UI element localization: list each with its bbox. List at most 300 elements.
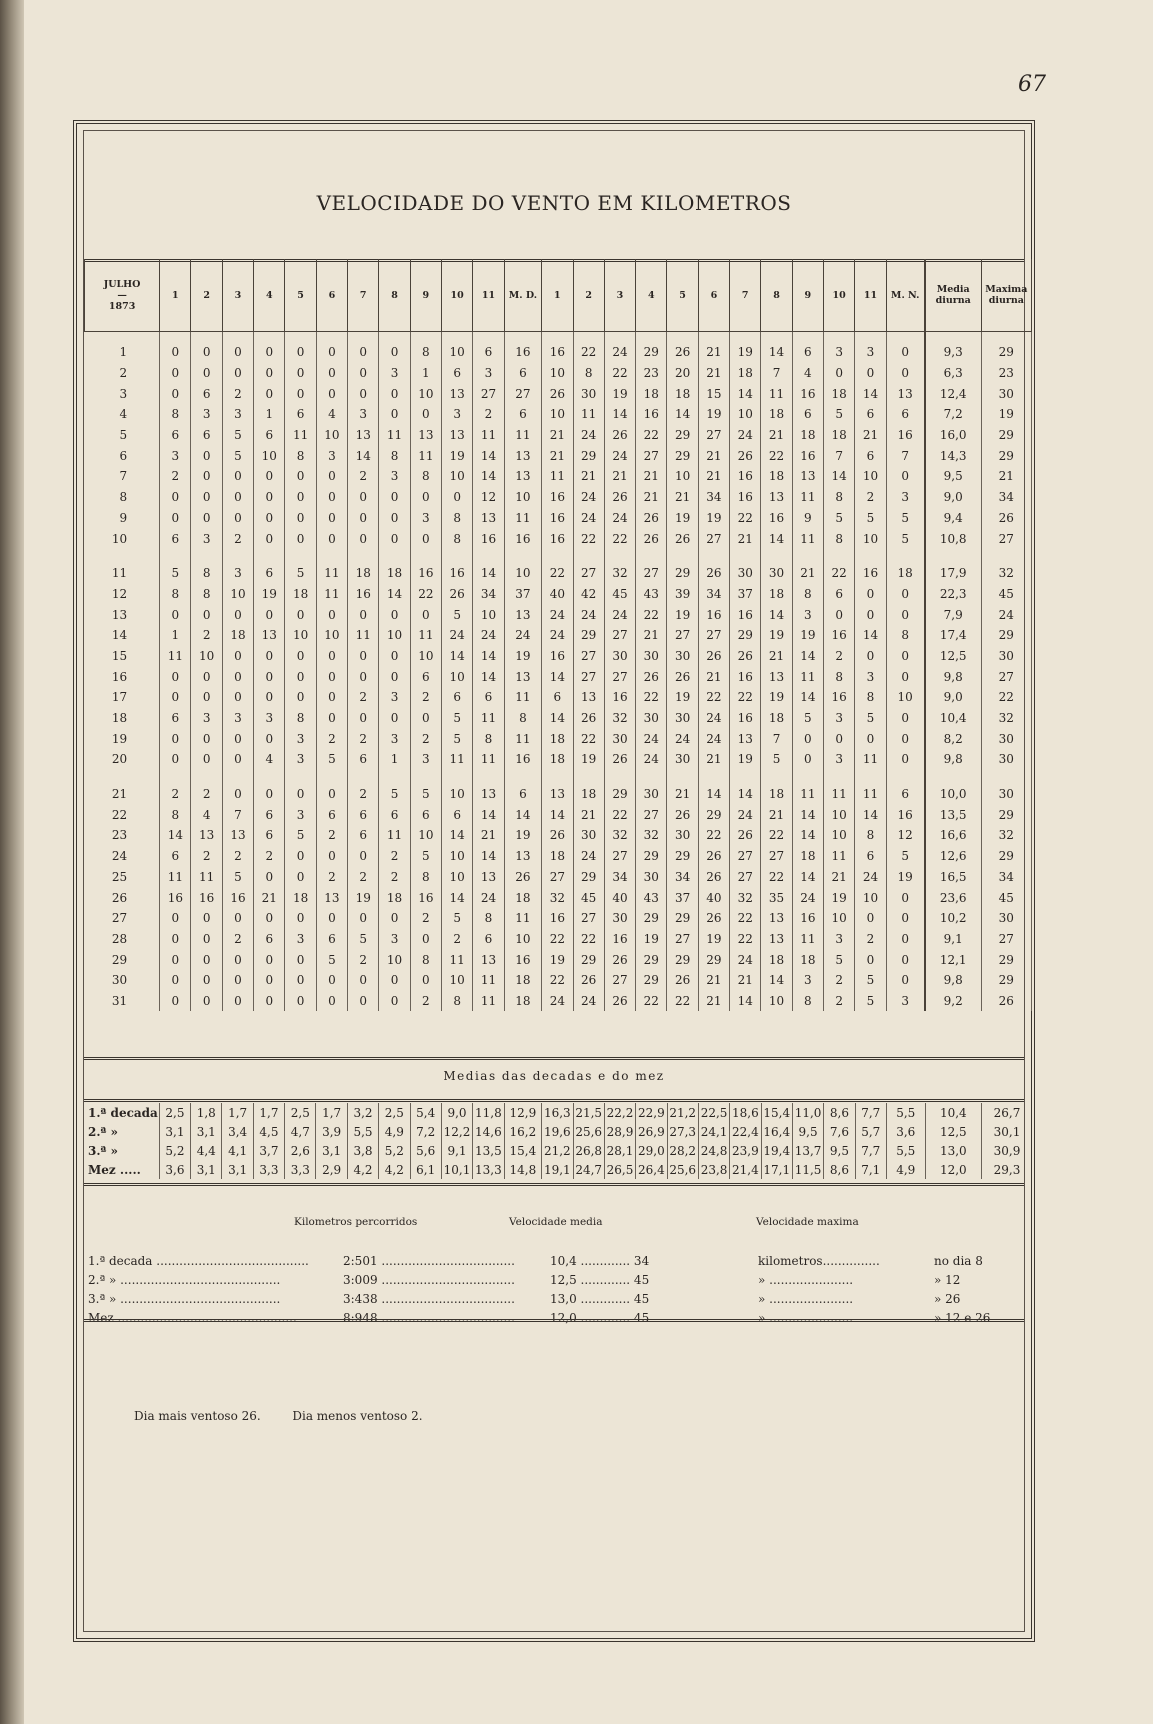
hour-value: 0 xyxy=(441,487,472,508)
hour-value: 10 xyxy=(410,646,441,667)
hour-value: 3 xyxy=(254,708,285,729)
hour-value: 0 xyxy=(316,363,347,384)
day-cell: 27 xyxy=(85,908,160,929)
hour-value: 5 xyxy=(886,528,925,549)
hour-value: 16 xyxy=(542,646,573,667)
hour-value: 16 xyxy=(504,332,542,363)
max-value: 26 xyxy=(981,508,1031,529)
hour-value: 14 xyxy=(441,887,472,908)
hour-value: 2 xyxy=(160,770,191,805)
hour-value: 0 xyxy=(348,363,379,384)
hour-value: 16 xyxy=(604,687,635,708)
hour-value: 24 xyxy=(792,887,823,908)
hour-value: 6 xyxy=(792,332,823,363)
hour-value: 11 xyxy=(473,425,504,446)
hour-value: 0 xyxy=(285,363,316,384)
hour-value: 30 xyxy=(667,646,698,667)
hour-value: 10 xyxy=(410,825,441,846)
hour-header: 3 xyxy=(222,259,253,332)
hour-value: 26 xyxy=(698,646,729,667)
medias-value: 4,9 xyxy=(379,1122,410,1141)
media-value: 16,6 xyxy=(925,825,981,846)
media-value: 12,4 xyxy=(925,383,981,404)
hour-value: 0 xyxy=(160,687,191,708)
table-inner xyxy=(83,130,1028,1632)
hour-value: 3 xyxy=(285,929,316,950)
hour-value: 2 xyxy=(160,466,191,487)
hour-value: 5 xyxy=(222,445,253,466)
hour-value: 11 xyxy=(824,770,855,805)
hour-value: 27 xyxy=(573,908,604,929)
hour-header: 1 xyxy=(542,259,573,332)
hour-value: 10 xyxy=(667,466,698,487)
hour-value: 0 xyxy=(855,646,886,667)
hour-value: 3 xyxy=(410,508,441,529)
hour-value: 5 xyxy=(886,508,925,529)
media-value: 9,8 xyxy=(925,749,981,770)
medias-value: 5,5 xyxy=(886,1103,925,1122)
hour-value: 8 xyxy=(573,363,604,384)
medias-value: 4,2 xyxy=(379,1160,410,1179)
hour-value: 0 xyxy=(222,466,253,487)
media-value: 16,5 xyxy=(925,867,981,888)
hour-value: 21 xyxy=(698,332,729,363)
hour-value: 0 xyxy=(254,383,285,404)
hour-value: 0 xyxy=(285,508,316,529)
hour-header: 2 xyxy=(191,259,222,332)
hour-value: 29 xyxy=(667,846,698,867)
hour-value: 7 xyxy=(761,363,792,384)
hour-value: 18 xyxy=(792,949,823,970)
hour-value: 6 xyxy=(254,549,285,584)
hour-value: 0 xyxy=(348,908,379,929)
medias-value: 8,6 xyxy=(824,1103,855,1122)
hour-value: 21 xyxy=(761,646,792,667)
hour-value: 19 xyxy=(542,949,573,970)
hour-value: 34 xyxy=(604,867,635,888)
hour-value: 6 xyxy=(160,708,191,729)
medias-value: 2,5 xyxy=(285,1103,316,1122)
media-value: 23,6 xyxy=(925,887,981,908)
hour-value: 19 xyxy=(730,332,761,363)
hour-value: 21 xyxy=(604,466,635,487)
hour-value: 43 xyxy=(636,584,667,605)
hour-value: 11 xyxy=(285,425,316,446)
hour-value: 16 xyxy=(160,887,191,908)
hour-value: 3 xyxy=(824,749,855,770)
hour-value: 14 xyxy=(730,991,761,1012)
medias-value: 4,5 xyxy=(253,1122,284,1141)
media-value: 8,2 xyxy=(925,728,981,749)
hour-value: 6 xyxy=(379,804,410,825)
hour-value: 16 xyxy=(761,508,792,529)
hour-value: 8 xyxy=(886,625,925,646)
hour-value: 32 xyxy=(542,887,573,908)
hour-value: 10 xyxy=(316,425,347,446)
hour-value: 45 xyxy=(573,887,604,908)
hour-value: 24 xyxy=(604,445,635,466)
medias-value: 3,6 xyxy=(886,1122,925,1141)
hour-value: 24 xyxy=(573,991,604,1012)
medias-value: 2,5 xyxy=(159,1103,190,1122)
hour-value: 13 xyxy=(504,666,542,687)
max-value: 29 xyxy=(981,625,1031,646)
summary-dia: » 12 e 26 xyxy=(934,1311,991,1325)
hour-value: 0 xyxy=(855,949,886,970)
summary-row xyxy=(88,1292,1028,1311)
hour-value: 18 xyxy=(348,549,379,584)
hour-value: 0 xyxy=(824,728,855,749)
hour-value: 6 xyxy=(473,332,504,363)
hour-value: 18 xyxy=(761,466,792,487)
hour-value: 0 xyxy=(410,708,441,729)
hour-value: 5 xyxy=(855,970,886,991)
hour-value: 8 xyxy=(855,687,886,708)
max-value: 45 xyxy=(981,887,1031,908)
hour-value: 14 xyxy=(441,646,472,667)
table-row xyxy=(85,728,1032,749)
summary-km: 8:948 ................................... xyxy=(343,1311,515,1325)
hour-value: 24 xyxy=(636,749,667,770)
hour-value: 8 xyxy=(824,666,855,687)
hour-value: 0 xyxy=(316,383,347,404)
hour-value: 11 xyxy=(792,528,823,549)
hour-value: 10 xyxy=(410,383,441,404)
hour-value: 0 xyxy=(285,970,316,991)
hour-value: 11 xyxy=(504,508,542,529)
hour-value: 11 xyxy=(792,666,823,687)
page-title: VELOCIDADE DO VENTO EM KILOMETROS xyxy=(316,191,792,215)
hour-value: 13 xyxy=(441,425,472,446)
hour-value: 32 xyxy=(604,825,635,846)
medias-value: 4,1 xyxy=(222,1141,253,1160)
hourly-table xyxy=(84,259,1032,1011)
max-value: 29 xyxy=(981,970,1031,991)
medias-value: 7,6 xyxy=(824,1122,855,1141)
hour-value: 16 xyxy=(792,383,823,404)
hour-value: 0 xyxy=(222,666,253,687)
hour-value: 5 xyxy=(824,949,855,970)
hour-value: 16 xyxy=(542,332,573,363)
medias-max: 30,1 xyxy=(982,1122,1032,1141)
hour-value: 29 xyxy=(667,445,698,466)
hour-value: 11 xyxy=(441,949,472,970)
hour-value: 20 xyxy=(667,363,698,384)
hour-value: 3 xyxy=(379,363,410,384)
hour-value: 21 xyxy=(855,425,886,446)
hour-value: 11 xyxy=(792,487,823,508)
hour-value: 19 xyxy=(824,887,855,908)
hour-value: 0 xyxy=(285,604,316,625)
hour-value: 0 xyxy=(410,604,441,625)
hour-value: 26 xyxy=(698,908,729,929)
hour-value: 34 xyxy=(698,584,729,605)
max-value: 34 xyxy=(981,487,1031,508)
hour-value: 0 xyxy=(348,528,379,549)
max-value: 29 xyxy=(981,445,1031,466)
hour-value: 0 xyxy=(379,528,410,549)
hour-value: 32 xyxy=(636,825,667,846)
hour-value: 22 xyxy=(604,528,635,549)
hour-value: 1 xyxy=(254,404,285,425)
hour-value: 0 xyxy=(886,604,925,625)
hour-value: 11 xyxy=(855,749,886,770)
hour-value: 26 xyxy=(667,970,698,991)
hour-header: 11 xyxy=(855,259,886,332)
hour-value: 22 xyxy=(604,363,635,384)
hour-value: 0 xyxy=(285,846,316,867)
hour-value: 0 xyxy=(254,528,285,549)
hour-value: 14 xyxy=(379,584,410,605)
hour-value: 0 xyxy=(855,728,886,749)
hour-value: 0 xyxy=(222,749,253,770)
hour-value: 0 xyxy=(191,487,222,508)
hour-value: 11 xyxy=(504,687,542,708)
hour-value: 0 xyxy=(191,991,222,1012)
hour-value: 0 xyxy=(792,728,823,749)
media-value: 9,8 xyxy=(925,970,981,991)
hour-value: 8 xyxy=(160,404,191,425)
hour-header: 5 xyxy=(285,259,316,332)
hour-value: 21 xyxy=(542,445,573,466)
hour-value: 21 xyxy=(698,363,729,384)
hour-value: 22 xyxy=(730,929,761,950)
medias-bottom-rule xyxy=(84,1183,1024,1186)
summary-vel: 12,5 ............. 45 xyxy=(550,1273,650,1287)
hour-value: 18 xyxy=(504,991,542,1012)
media-value: 22,3 xyxy=(925,584,981,605)
hour-value: 6 xyxy=(348,825,379,846)
table-row xyxy=(85,991,1032,1012)
medias-value: 19,4 xyxy=(761,1141,792,1160)
hour-value: 14 xyxy=(473,666,504,687)
medias-value: 3,1 xyxy=(191,1160,222,1179)
hour-value: 8 xyxy=(473,728,504,749)
hour-value: 37 xyxy=(730,584,761,605)
hour-value: 0 xyxy=(886,929,925,950)
footnote-menos: Dia menos ventoso 2. xyxy=(292,1409,423,1423)
hour-value: 6 xyxy=(441,363,472,384)
summary-max-unit: » ...................... xyxy=(758,1311,854,1325)
hour-value: 14 xyxy=(855,625,886,646)
hour-value: 12 xyxy=(886,825,925,846)
hour-value: 0 xyxy=(191,508,222,529)
hour-value: 18 xyxy=(222,625,253,646)
hour-value: 11 xyxy=(348,625,379,646)
summary-km: 2:501 ................................... xyxy=(343,1254,515,1268)
hour-value: 26 xyxy=(604,487,635,508)
hour-value: 8 xyxy=(504,708,542,729)
hour-value: 22 xyxy=(636,991,667,1012)
hour-value: 21 xyxy=(636,487,667,508)
hour-value: 37 xyxy=(504,584,542,605)
day-cell: 3 xyxy=(85,383,160,404)
hour-value: 0 xyxy=(191,363,222,384)
hour-value: 6 xyxy=(191,425,222,446)
hour-value: 8 xyxy=(855,825,886,846)
hour-value: 14 xyxy=(473,646,504,667)
hour-header: 10 xyxy=(441,259,472,332)
hour-value: 29 xyxy=(667,425,698,446)
max-value: 32 xyxy=(981,825,1031,846)
max-value: 19 xyxy=(981,404,1031,425)
hour-value: 30 xyxy=(730,549,761,584)
medias-value: 25,6 xyxy=(573,1122,604,1141)
medias-value: 15,4 xyxy=(504,1141,542,1160)
hour-value: 0 xyxy=(348,970,379,991)
hour-value: 22 xyxy=(761,825,792,846)
hour-value: 42 xyxy=(573,584,604,605)
hour-value: 16 xyxy=(410,887,441,908)
table-row xyxy=(85,508,1032,529)
medias-value: 27,3 xyxy=(667,1122,698,1141)
hour-value: 13 xyxy=(191,825,222,846)
hour-value: 13 xyxy=(761,908,792,929)
hour-value: 6 xyxy=(285,404,316,425)
hour-value: 14 xyxy=(792,646,823,667)
medias-value: 9,5 xyxy=(824,1141,855,1160)
hour-value: 5 xyxy=(761,749,792,770)
hour-value: 13 xyxy=(504,604,542,625)
hour-value: 2 xyxy=(316,867,347,888)
hour-value: 10 xyxy=(542,404,573,425)
hour-value: 29 xyxy=(604,770,635,805)
book-binding xyxy=(0,0,24,1724)
max-value: 30 xyxy=(981,646,1031,667)
hour-value: 11 xyxy=(410,625,441,646)
hour-value: 5 xyxy=(285,549,316,584)
hour-value: 2 xyxy=(824,970,855,991)
hour-value: 2 xyxy=(348,949,379,970)
hour-value: 5 xyxy=(855,991,886,1012)
hour-value: 3 xyxy=(379,466,410,487)
hour-value: 19 xyxy=(761,625,792,646)
hour-value: 30 xyxy=(667,825,698,846)
hour-value: 14 xyxy=(441,825,472,846)
hour-value: 19 xyxy=(441,445,472,466)
hour-value: 0 xyxy=(348,991,379,1012)
hour-value: 34 xyxy=(473,584,504,605)
hour-value: 30 xyxy=(573,825,604,846)
hour-value: 11 xyxy=(473,991,504,1012)
hour-value: 30 xyxy=(636,867,667,888)
hour-value: 5 xyxy=(316,749,347,770)
hour-value: 14 xyxy=(855,804,886,825)
media-value: 9,0 xyxy=(925,487,981,508)
hour-value: 13 xyxy=(473,949,504,970)
hour-value: 18 xyxy=(886,549,925,584)
hour-value: 0 xyxy=(886,466,925,487)
hour-value: 24 xyxy=(441,625,472,646)
hour-value: 14 xyxy=(792,687,823,708)
hour-value: 0 xyxy=(824,363,855,384)
hour-value: 2 xyxy=(855,929,886,950)
medias-value: 14,6 xyxy=(473,1122,504,1141)
hour-value: 26 xyxy=(441,584,472,605)
hour-value: 3 xyxy=(379,929,410,950)
hour-value: 24 xyxy=(604,332,635,363)
hour-value: 30 xyxy=(573,383,604,404)
hour-value: 5 xyxy=(441,604,472,625)
hour-header: 6 xyxy=(698,259,729,332)
hour-value: 0 xyxy=(222,604,253,625)
hour-value: 26 xyxy=(573,708,604,729)
hour-value: 16 xyxy=(855,549,886,584)
hour-value: 1 xyxy=(160,625,191,646)
hour-header: 3 xyxy=(604,259,635,332)
media-value: 9,5 xyxy=(925,466,981,487)
hour-value: 10 xyxy=(855,528,886,549)
hour-value: 14 xyxy=(504,804,542,825)
medias-value: 11,8 xyxy=(473,1103,504,1122)
hour-value: 0 xyxy=(886,728,925,749)
hour-value: 0 xyxy=(222,991,253,1012)
hour-value: 13 xyxy=(504,846,542,867)
hour-value: 19 xyxy=(504,646,542,667)
hour-value: 8 xyxy=(410,332,441,363)
medias-value: 7,7 xyxy=(855,1141,886,1160)
hour-value: 29 xyxy=(636,846,667,867)
hour-value: 0 xyxy=(285,908,316,929)
max-value: 22 xyxy=(981,687,1031,708)
medias-value: 9,1 xyxy=(441,1141,472,1160)
hour-value: 3 xyxy=(285,804,316,825)
medias-value: 2,6 xyxy=(285,1141,316,1160)
medias-value: 23,9 xyxy=(730,1141,761,1160)
hour-value: 11 xyxy=(542,466,573,487)
hour-value: 0 xyxy=(254,908,285,929)
hour-value: 0 xyxy=(285,949,316,970)
table-row xyxy=(85,445,1032,466)
hour-value: 0 xyxy=(886,584,925,605)
hour-value: 10 xyxy=(730,404,761,425)
medias-media: 10,4 xyxy=(925,1103,981,1122)
hour-value: 0 xyxy=(316,508,347,529)
hour-value: 6 xyxy=(254,929,285,950)
medias-top-rule xyxy=(84,1099,1024,1102)
hour-value: 10 xyxy=(254,445,285,466)
hour-header: 4 xyxy=(254,259,285,332)
hour-value: 0 xyxy=(254,991,285,1012)
hour-value: 13 xyxy=(761,487,792,508)
hour-value: 16 xyxy=(191,887,222,908)
hour-value: 0 xyxy=(285,528,316,549)
hour-value: 10 xyxy=(855,887,886,908)
hour-value: 16 xyxy=(441,549,472,584)
hour-value: 24 xyxy=(730,425,761,446)
day-cell: 30 xyxy=(85,970,160,991)
hour-value: 27 xyxy=(573,666,604,687)
hour-value: 2 xyxy=(316,825,347,846)
table-row xyxy=(85,404,1032,425)
hour-value: 3 xyxy=(160,445,191,466)
hour-value: 0 xyxy=(379,970,410,991)
table-row xyxy=(85,749,1032,770)
table-row xyxy=(85,804,1032,825)
hour-value: 18 xyxy=(285,584,316,605)
hour-value: 14 xyxy=(160,825,191,846)
hour-value: 21 xyxy=(254,887,285,908)
table-row xyxy=(85,908,1032,929)
hour-value: 0 xyxy=(191,749,222,770)
table-row xyxy=(85,584,1032,605)
hour-value: 0 xyxy=(254,770,285,805)
max-value: 27 xyxy=(981,528,1031,549)
hour-value: 13 xyxy=(254,625,285,646)
max-value: 34 xyxy=(981,867,1031,888)
hour-value: 0 xyxy=(254,687,285,708)
summary-label: Mez ............................................... xyxy=(88,1311,297,1325)
